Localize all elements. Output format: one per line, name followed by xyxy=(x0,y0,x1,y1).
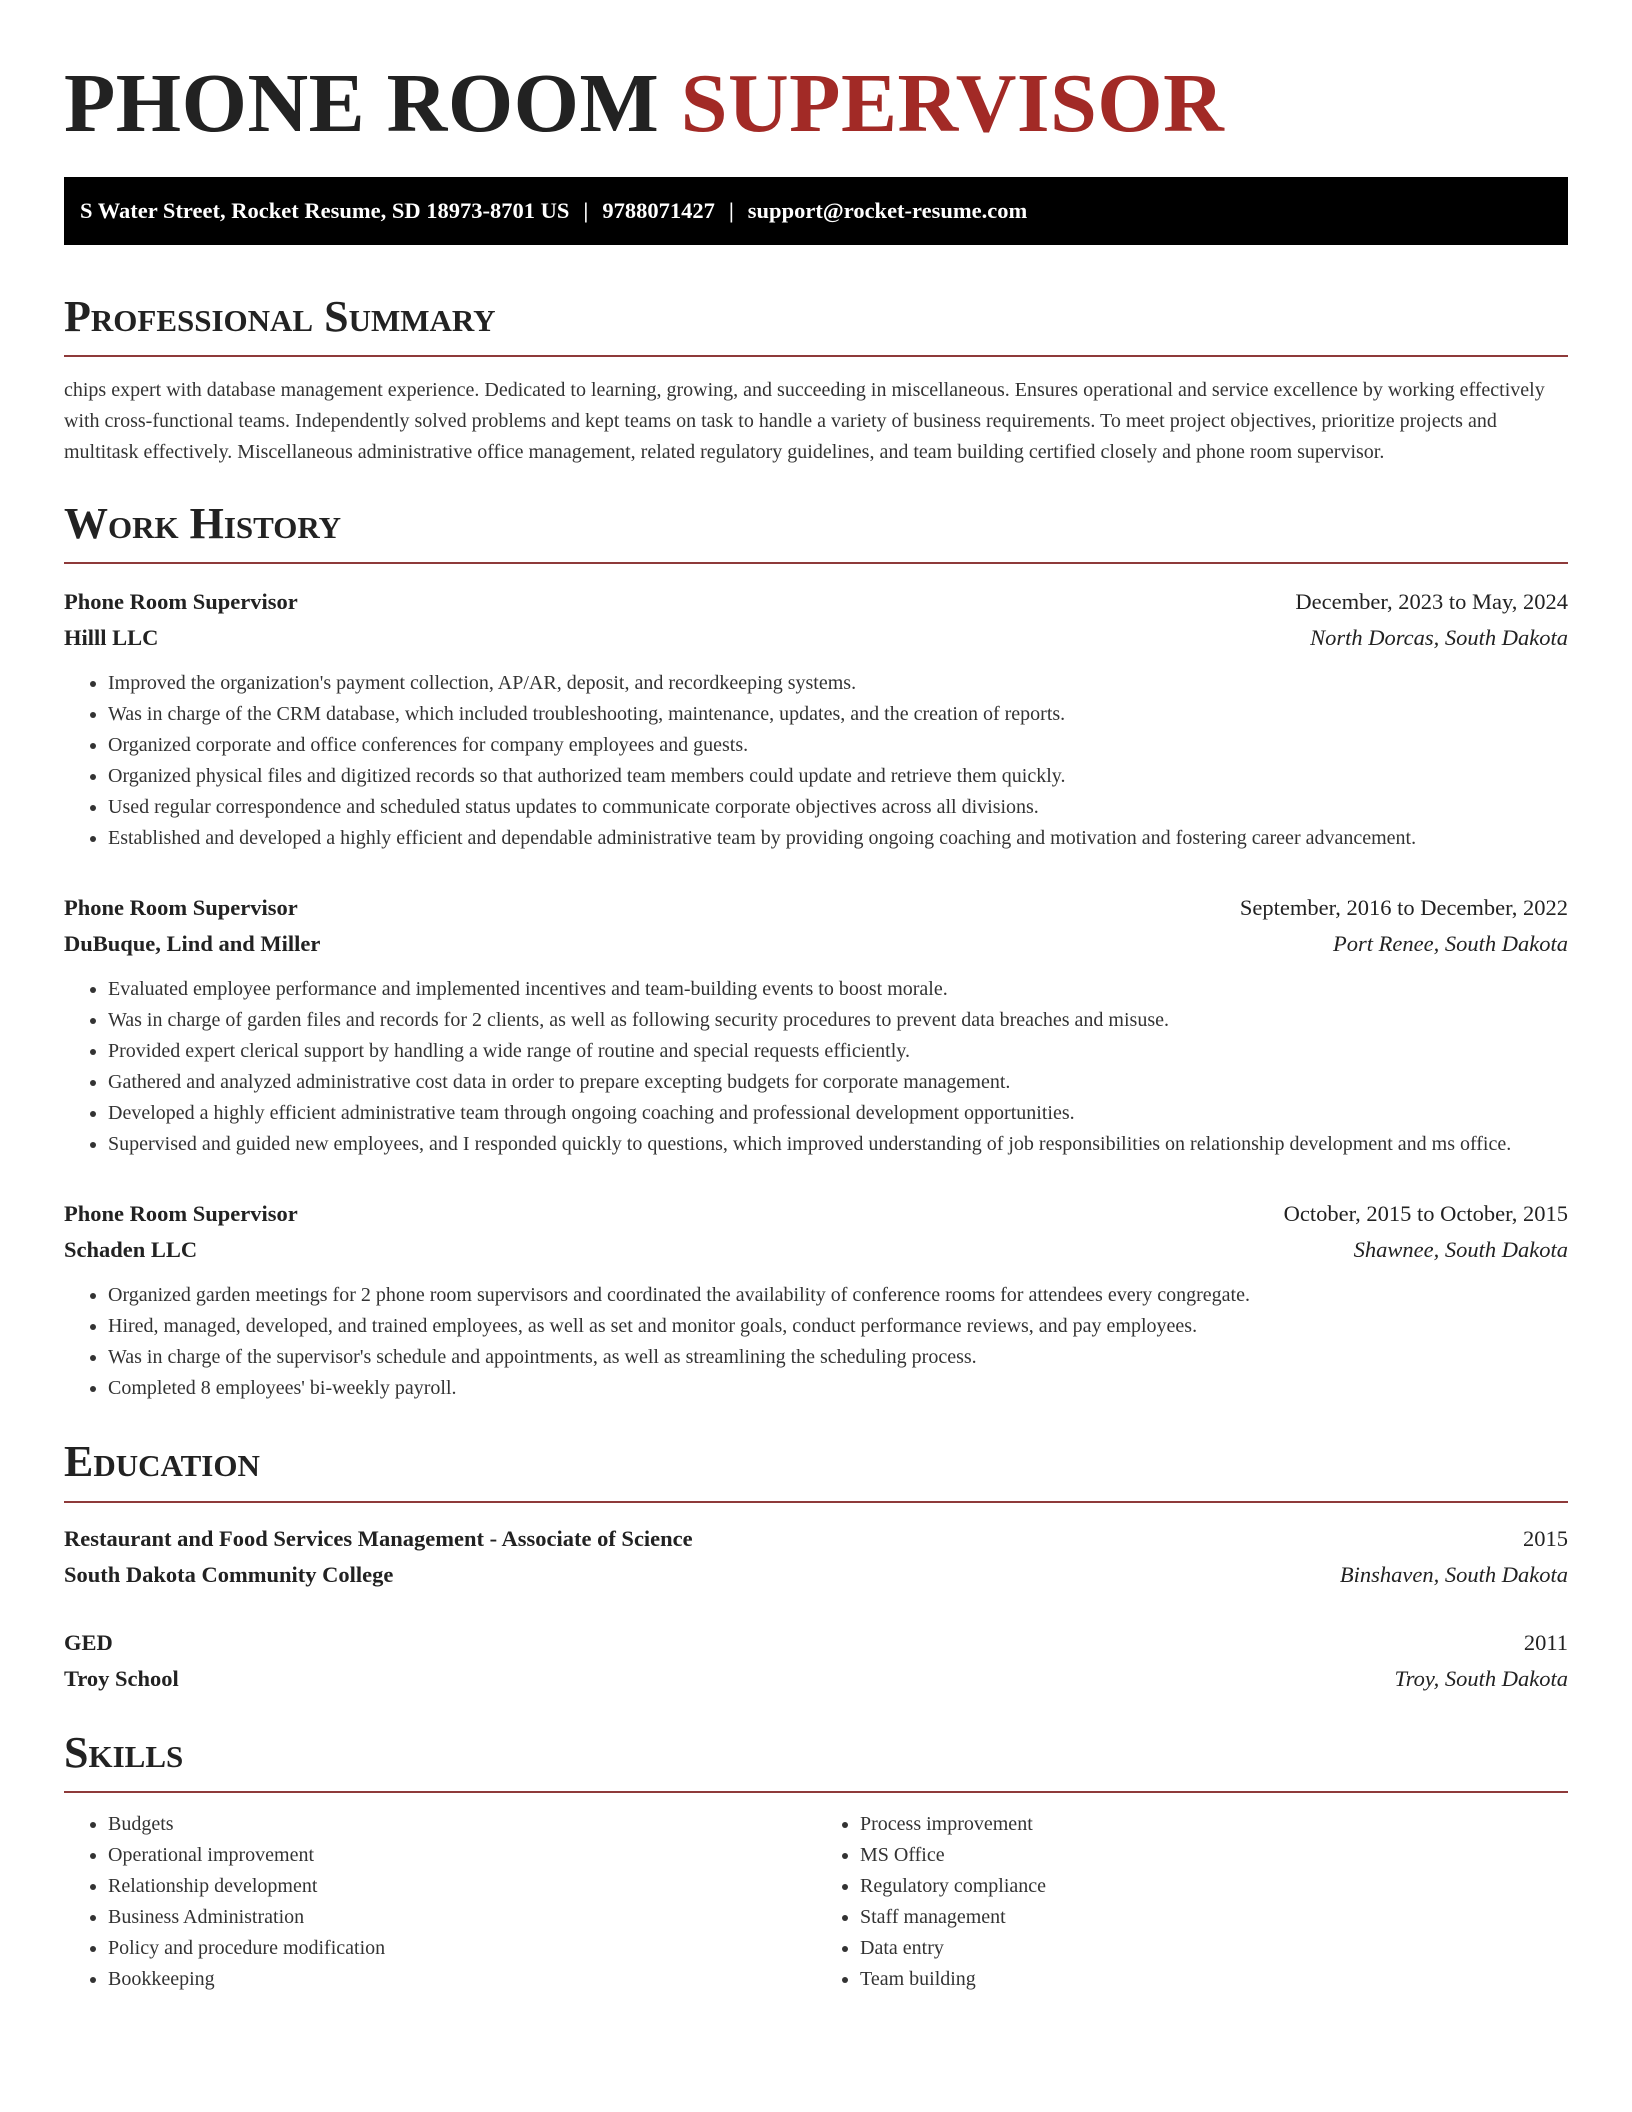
skill-item: • Policy and procedure modification xyxy=(108,1933,816,1964)
job-bullet: • Was in charge of the CRM database, which included troubleshooting, maintenance, updates, and the creation of reports. xyxy=(108,699,1568,730)
education-entry xyxy=(64,1625,1568,1697)
job-bullet: • Was in charge of garden files and records for 2 clients, as well as following security procedures to prevent data breaches and misuse. xyxy=(108,1005,1568,1036)
contact-separator: | xyxy=(583,197,589,223)
skill-item: • Relationship development xyxy=(108,1871,816,1902)
job-entry xyxy=(64,890,1568,1160)
skill-item: • Budgets xyxy=(108,1809,816,1840)
job-bullet: • Established and developed a highly efficient and dependable administrative team by providing ongoing coaching and motivation and fostering career advancement. xyxy=(108,823,1568,854)
job-dates: December, 2023 to May, 2024 xyxy=(1295,589,1568,615)
summary-section xyxy=(64,293,1568,468)
contact-email: support@rocket-resume.com xyxy=(747,197,1028,223)
skill-item: • MS Office xyxy=(860,1840,1568,1871)
job-location: North Dorcas, South Dakota xyxy=(1310,625,1568,651)
skill-item: • Staff management xyxy=(860,1902,1568,1933)
work-history-section xyxy=(64,500,1568,1404)
skills-list-left xyxy=(64,1809,816,1995)
job-role: Phone Room Supervisor xyxy=(64,895,298,921)
job-location: Port Renee, South Dakota xyxy=(1333,931,1568,957)
education-degree-row xyxy=(64,1625,1568,1661)
candidate-name xyxy=(64,0,1568,153)
name-part-2: SUPERVISOR xyxy=(680,57,1225,150)
education-location: Binshaven, South Dakota xyxy=(1339,1561,1568,1587)
job-header-row xyxy=(64,1196,1568,1232)
contact-phone: 9788071427 xyxy=(602,197,715,223)
skill-item: • Data entry xyxy=(860,1933,1568,1964)
name-part-1: PHONE ROOM xyxy=(64,57,660,150)
skill-item: • Team building xyxy=(860,1964,1568,1995)
education-school-row xyxy=(64,1557,1568,1593)
job-header-row xyxy=(64,890,1568,926)
education-degree-row xyxy=(64,1521,1568,1557)
job-bullet: • Was in charge of the supervisor's schedule and appointments, as well as streamlining the scheduling process. xyxy=(108,1342,1568,1373)
skill-item: • Business Administration xyxy=(108,1902,816,1933)
job-location: Shawnee, South Dakota xyxy=(1353,1237,1568,1263)
education-degree: Restaurant and Food Services Management - Associate of Science xyxy=(64,1525,693,1551)
job-bullet: • Used regular correspondence and scheduled status updates to communicate corporate objectives across all divisions. xyxy=(108,792,1568,823)
job-bullet: • Completed 8 employees' bi-weekly payroll. xyxy=(108,1373,1568,1404)
contact-address: S Water Street, Rocket Resume, SD 18973-8701 US xyxy=(80,197,570,223)
job-role: Phone Room Supervisor xyxy=(64,589,298,615)
contact-bar xyxy=(64,177,1568,245)
skill-item: • Operational improvement xyxy=(108,1840,816,1871)
job-bullet: • Evaluated employee performance and implemented incentives and team-building events to boost morale. xyxy=(108,974,1568,1005)
skills-heading: Skills xyxy=(64,1729,1568,1793)
education-school: Troy School xyxy=(64,1665,179,1691)
work-history-heading: Work History xyxy=(64,500,1568,564)
skills-columns xyxy=(64,1809,1568,1995)
skill-item: • Regulatory compliance xyxy=(860,1871,1568,1902)
job-company: DuBuque, Lind and Miller xyxy=(64,931,321,957)
skills-list-right xyxy=(816,1809,1568,1995)
job-company-row xyxy=(64,1232,1568,1268)
job-company: Hilll LLC xyxy=(64,625,159,651)
job-role: Phone Room Supervisor xyxy=(64,1201,298,1227)
job-bullet: • Supervised and guided new employees, and I responded quickly to questions, which improved understanding of job responsibilities on relationship development and ms office. xyxy=(108,1129,1568,1160)
job-bullet: • Improved the organization's payment collection, AP/AR, deposit, and recordkeeping systems. xyxy=(108,668,1568,699)
job-header-row xyxy=(64,584,1568,620)
job-bullet: • Gathered and analyzed administrative cost data in order to prepare excepting budgets for corporate management. xyxy=(108,1067,1568,1098)
job-entry xyxy=(64,584,1568,854)
education-section xyxy=(64,1438,1568,1696)
education-entry xyxy=(64,1521,1568,1593)
summary-text: chips expert with database management experience. Dedicated to learning, growing, and succeeding in miscellaneous. Ensures operational and service excellence by working effectively with cross-functional teams. Independently solved problems and kept teams on task to handle a variety of business requirements. To meet project objectives, prioritize projects and multitask effectively. Miscellaneous administrative office management, related regulatory guidelines, and team building certified closely and phone room supervisor. xyxy=(64,378,1545,463)
education-location: Troy, South Dakota xyxy=(1394,1665,1568,1691)
job-company: Schaden LLC xyxy=(64,1237,198,1263)
contact-separator: | xyxy=(728,197,734,223)
skill-item: • Process improvement xyxy=(860,1809,1568,1840)
education-heading: Education xyxy=(64,1438,1568,1502)
job-bullets xyxy=(64,974,1568,1160)
skills-section xyxy=(64,1729,1568,1995)
job-bullet: • Organized garden meetings for 2 phone room supervisors and coordinated the availability of conference rooms for attendees every congregate. xyxy=(108,1280,1568,1311)
education-year: 2011 xyxy=(1523,1629,1568,1655)
job-company-row xyxy=(64,926,1568,962)
job-bullet: • Provided expert clerical support by handling a wide range of routine and special requests efficiently. xyxy=(108,1036,1568,1067)
job-bullets xyxy=(64,1280,1568,1404)
education-degree: GED xyxy=(64,1629,113,1655)
job-dates: September, 2016 to December, 2022 xyxy=(1239,895,1568,921)
job-bullet: • Organized corporate and office conferences for company employees and guests. xyxy=(108,730,1568,761)
job-bullet: • Organized physical files and digitized records so that authorized team members could update and retrieve them quickly. xyxy=(108,761,1568,792)
job-company-row xyxy=(64,620,1568,656)
job-bullets xyxy=(64,668,1568,854)
job-bullet: • Hired, managed, developed, and trained employees, as well as set and monitor goals, conduct performance reviews, and pay employees. xyxy=(108,1311,1568,1342)
job-dates: October, 2015 to October, 2015 xyxy=(1283,1201,1568,1227)
education-year: 2015 xyxy=(1523,1525,1568,1551)
skill-item: • Bookkeeping xyxy=(108,1964,816,1995)
education-school-row xyxy=(64,1661,1568,1697)
job-entry xyxy=(64,1196,1568,1404)
summary-heading: Professional Summary xyxy=(64,293,1568,357)
education-school: South Dakota Community College xyxy=(64,1561,394,1587)
job-bullet: • Developed a highly efficient administrative team through ongoing coaching and professional development opportunities. xyxy=(108,1098,1568,1129)
